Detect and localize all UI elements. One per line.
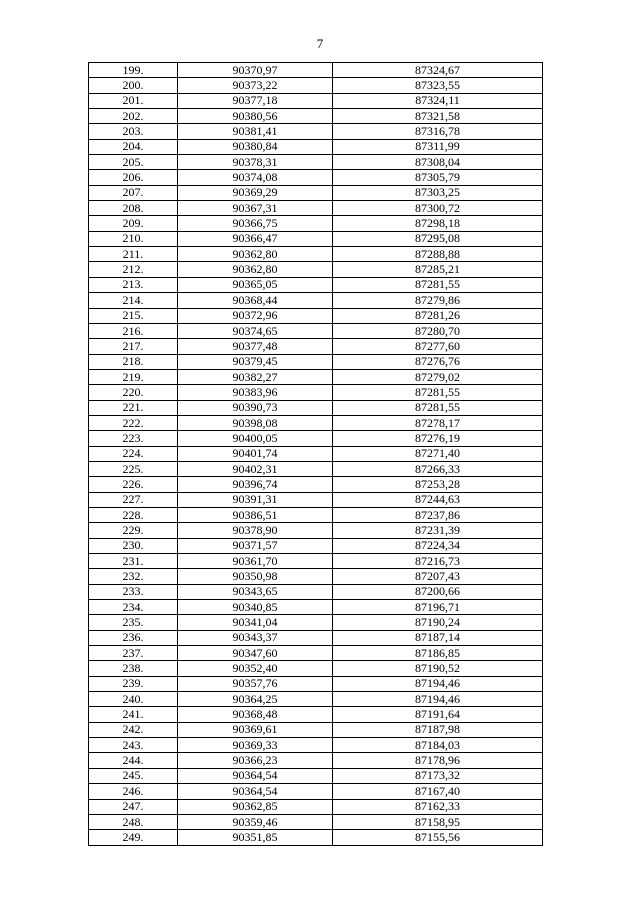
point-number-cell: 215. xyxy=(89,308,178,323)
x-coordinate-cell: 90379,45 xyxy=(178,354,333,369)
point-number-cell: 206. xyxy=(89,170,178,185)
y-coordinate-cell: 87281,55 xyxy=(333,385,543,400)
table-row xyxy=(89,615,543,630)
point-number-cell: 224. xyxy=(89,446,178,461)
x-coordinate-cell: 90381,41 xyxy=(178,124,333,139)
table-row xyxy=(89,216,543,231)
point-number-cell: 210. xyxy=(89,231,178,246)
y-coordinate-cell: 87276,19 xyxy=(333,431,543,446)
table-row xyxy=(89,339,543,354)
x-coordinate-cell: 90377,48 xyxy=(178,339,333,354)
y-coordinate-cell: 87187,14 xyxy=(333,630,543,645)
y-coordinate-cell: 87321,58 xyxy=(333,109,543,124)
point-number-cell: 218. xyxy=(89,354,178,369)
table-row xyxy=(89,600,543,615)
table-row xyxy=(89,78,543,93)
point-number-cell: 238. xyxy=(89,661,178,676)
x-coordinate-cell: 90350,98 xyxy=(178,569,333,584)
y-coordinate-cell: 87186,85 xyxy=(333,646,543,661)
y-coordinate-cell: 87244,63 xyxy=(333,492,543,507)
point-number-cell: 240. xyxy=(89,692,178,707)
table-row xyxy=(89,109,543,124)
y-coordinate-cell: 87237,86 xyxy=(333,507,543,522)
y-coordinate-cell: 87295,08 xyxy=(333,231,543,246)
table-row xyxy=(89,707,543,722)
table-row xyxy=(89,554,543,569)
point-number-cell: 235. xyxy=(89,615,178,630)
y-coordinate-cell: 87207,43 xyxy=(333,569,543,584)
x-coordinate-cell: 90374,08 xyxy=(178,170,333,185)
y-coordinate-cell: 87311,99 xyxy=(333,139,543,154)
y-coordinate-cell: 87281,55 xyxy=(333,277,543,292)
y-coordinate-cell: 87323,55 xyxy=(333,78,543,93)
point-number-cell: 244. xyxy=(89,753,178,768)
point-number-cell: 226. xyxy=(89,477,178,492)
point-number-cell: 219. xyxy=(89,369,178,384)
x-coordinate-cell: 90357,76 xyxy=(178,676,333,691)
table-row xyxy=(89,738,543,753)
x-coordinate-cell: 90370,97 xyxy=(178,63,333,78)
point-number-cell: 213. xyxy=(89,277,178,292)
table-row xyxy=(89,323,543,338)
y-coordinate-cell: 87288,88 xyxy=(333,247,543,262)
x-coordinate-cell: 90362,80 xyxy=(178,247,333,262)
y-coordinate-cell: 87196,71 xyxy=(333,600,543,615)
table-row xyxy=(89,507,543,522)
y-coordinate-cell: 87200,66 xyxy=(333,584,543,599)
table-row xyxy=(89,155,543,170)
table-row xyxy=(89,692,543,707)
table-row xyxy=(89,431,543,446)
table-row xyxy=(89,814,543,829)
y-coordinate-cell: 87190,52 xyxy=(333,661,543,676)
point-number-cell: 225. xyxy=(89,461,178,476)
table-row xyxy=(89,369,543,384)
y-coordinate-cell: 87280,70 xyxy=(333,323,543,338)
y-coordinate-cell: 87184,03 xyxy=(333,738,543,753)
y-coordinate-cell: 87278,17 xyxy=(333,415,543,430)
x-coordinate-cell: 90374,65 xyxy=(178,323,333,338)
x-coordinate-cell: 90371,57 xyxy=(178,538,333,553)
table-row xyxy=(89,492,543,507)
x-coordinate-cell: 90372,96 xyxy=(178,308,333,323)
point-number-cell: 205. xyxy=(89,155,178,170)
page-number: 7 xyxy=(316,36,324,51)
x-coordinate-cell: 90367,31 xyxy=(178,201,333,216)
point-number-cell: 209. xyxy=(89,216,178,231)
x-coordinate-cell: 90396,74 xyxy=(178,477,333,492)
y-coordinate-cell: 87155,56 xyxy=(333,830,543,845)
x-coordinate-cell: 90368,48 xyxy=(178,707,333,722)
y-coordinate-cell: 87324,67 xyxy=(333,63,543,78)
y-coordinate-cell: 87281,26 xyxy=(333,308,543,323)
point-number-cell: 237. xyxy=(89,646,178,661)
y-coordinate-cell: 87308,04 xyxy=(333,155,543,170)
y-coordinate-cell: 87276,76 xyxy=(333,354,543,369)
y-coordinate-cell: 87194,46 xyxy=(333,676,543,691)
y-coordinate-cell: 87158,95 xyxy=(333,814,543,829)
point-number-cell: 217. xyxy=(89,339,178,354)
table-row xyxy=(89,584,543,599)
coordinates-table xyxy=(88,62,543,846)
y-coordinate-cell: 87162,33 xyxy=(333,799,543,814)
table-row xyxy=(89,722,543,737)
y-coordinate-cell: 87279,86 xyxy=(333,293,543,308)
x-coordinate-cell: 90347,60 xyxy=(178,646,333,661)
point-number-cell: 233. xyxy=(89,584,178,599)
point-number-cell: 223. xyxy=(89,431,178,446)
y-coordinate-cell: 87305,79 xyxy=(333,170,543,185)
table-row xyxy=(89,538,543,553)
table-row xyxy=(89,354,543,369)
point-number-cell: 230. xyxy=(89,538,178,553)
x-coordinate-cell: 90380,56 xyxy=(178,109,333,124)
point-number-cell: 207. xyxy=(89,185,178,200)
table-row xyxy=(89,415,543,430)
x-coordinate-cell: 90378,90 xyxy=(178,523,333,538)
point-number-cell: 245. xyxy=(89,768,178,783)
x-coordinate-cell: 90352,40 xyxy=(178,661,333,676)
y-coordinate-cell: 87266,33 xyxy=(333,461,543,476)
table-row xyxy=(89,400,543,415)
x-coordinate-cell: 90369,61 xyxy=(178,722,333,737)
y-coordinate-cell: 87231,39 xyxy=(333,523,543,538)
point-number-cell: 231. xyxy=(89,554,178,569)
table-row xyxy=(89,231,543,246)
x-coordinate-cell: 90364,54 xyxy=(178,784,333,799)
y-coordinate-cell: 87277,60 xyxy=(333,339,543,354)
y-coordinate-cell: 87271,40 xyxy=(333,446,543,461)
table-row xyxy=(89,385,543,400)
x-coordinate-cell: 90362,80 xyxy=(178,262,333,277)
table-row xyxy=(89,661,543,676)
x-coordinate-cell: 90343,65 xyxy=(178,584,333,599)
point-number-cell: 232. xyxy=(89,569,178,584)
y-coordinate-cell: 87190,24 xyxy=(333,615,543,630)
table-row xyxy=(89,170,543,185)
x-coordinate-cell: 90400,05 xyxy=(178,431,333,446)
point-number-cell: 239. xyxy=(89,676,178,691)
y-coordinate-cell: 87303,25 xyxy=(333,185,543,200)
x-coordinate-cell: 90378,31 xyxy=(178,155,333,170)
x-coordinate-cell: 90369,33 xyxy=(178,738,333,753)
y-coordinate-cell: 87253,28 xyxy=(333,477,543,492)
x-coordinate-cell: 90390,73 xyxy=(178,400,333,415)
y-coordinate-cell: 87300,72 xyxy=(333,201,543,216)
y-coordinate-cell: 87191,64 xyxy=(333,707,543,722)
point-number-cell: 236. xyxy=(89,630,178,645)
y-coordinate-cell: 87224,34 xyxy=(333,538,543,553)
x-coordinate-cell: 90365,05 xyxy=(178,277,333,292)
point-number-cell: 241. xyxy=(89,707,178,722)
x-coordinate-cell: 90369,29 xyxy=(178,185,333,200)
x-coordinate-cell: 90380,84 xyxy=(178,139,333,154)
x-coordinate-cell: 90402,31 xyxy=(178,461,333,476)
table-row xyxy=(89,139,543,154)
point-number-cell: 221. xyxy=(89,400,178,415)
y-coordinate-cell: 87316,78 xyxy=(333,124,543,139)
table-row xyxy=(89,569,543,584)
table-row xyxy=(89,461,543,476)
y-coordinate-cell: 87187,98 xyxy=(333,722,543,737)
point-number-cell: 243. xyxy=(89,738,178,753)
table-row xyxy=(89,477,543,492)
x-coordinate-cell: 90368,44 xyxy=(178,293,333,308)
table-row xyxy=(89,446,543,461)
x-coordinate-cell: 90391,31 xyxy=(178,492,333,507)
point-number-cell: 208. xyxy=(89,201,178,216)
point-number-cell: 202. xyxy=(89,109,178,124)
x-coordinate-cell: 90366,75 xyxy=(178,216,333,231)
table-row xyxy=(89,124,543,139)
point-number-cell: 234. xyxy=(89,600,178,615)
table-row xyxy=(89,185,543,200)
table-row xyxy=(89,830,543,845)
y-coordinate-cell: 87194,46 xyxy=(333,692,543,707)
point-number-cell: 199. xyxy=(89,63,178,78)
table-row xyxy=(89,523,543,538)
point-number-cell: 203. xyxy=(89,124,178,139)
y-coordinate-cell: 87281,55 xyxy=(333,400,543,415)
point-number-cell: 220. xyxy=(89,385,178,400)
table-row xyxy=(89,676,543,691)
x-coordinate-cell: 90398,08 xyxy=(178,415,333,430)
table-row xyxy=(89,784,543,799)
y-coordinate-cell: 87285,21 xyxy=(333,262,543,277)
table-row xyxy=(89,293,543,308)
x-coordinate-cell: 90366,47 xyxy=(178,231,333,246)
y-coordinate-cell: 87216,73 xyxy=(333,554,543,569)
x-coordinate-cell: 90359,46 xyxy=(178,814,333,829)
point-number-cell: 246. xyxy=(89,784,178,799)
point-number-cell: 249. xyxy=(89,830,178,845)
point-number-cell: 211. xyxy=(89,247,178,262)
x-coordinate-cell: 90401,74 xyxy=(178,446,333,461)
x-coordinate-cell: 90361,70 xyxy=(178,554,333,569)
point-number-cell: 229. xyxy=(89,523,178,538)
table-row xyxy=(89,201,543,216)
x-coordinate-cell: 90382,27 xyxy=(178,369,333,384)
point-number-cell: 242. xyxy=(89,722,178,737)
x-coordinate-cell: 90366,23 xyxy=(178,753,333,768)
table-row xyxy=(89,308,543,323)
point-number-cell: 228. xyxy=(89,507,178,522)
x-coordinate-cell: 90386,51 xyxy=(178,507,333,522)
y-coordinate-cell: 87173,32 xyxy=(333,768,543,783)
table-row xyxy=(89,799,543,814)
point-number-cell: 248. xyxy=(89,814,178,829)
x-coordinate-cell: 90340,85 xyxy=(178,600,333,615)
point-number-cell: 204. xyxy=(89,139,178,154)
y-coordinate-cell: 87279,02 xyxy=(333,369,543,384)
point-number-cell: 227. xyxy=(89,492,178,507)
x-coordinate-cell: 90341,04 xyxy=(178,615,333,630)
y-coordinate-cell: 87298,18 xyxy=(333,216,543,231)
table-row xyxy=(89,262,543,277)
table-row xyxy=(89,630,543,645)
table-row xyxy=(89,768,543,783)
table-row xyxy=(89,63,543,78)
point-number-cell: 214. xyxy=(89,293,178,308)
x-coordinate-cell: 90362,85 xyxy=(178,799,333,814)
x-coordinate-cell: 90364,54 xyxy=(178,768,333,783)
table-row xyxy=(89,646,543,661)
point-number-cell: 212. xyxy=(89,262,178,277)
point-number-cell: 201. xyxy=(89,93,178,108)
x-coordinate-cell: 90383,96 xyxy=(178,385,333,400)
table-row xyxy=(89,93,543,108)
point-number-cell: 247. xyxy=(89,799,178,814)
point-number-cell: 216. xyxy=(89,323,178,338)
x-coordinate-cell: 90351,85 xyxy=(178,830,333,845)
x-coordinate-cell: 90343,37 xyxy=(178,630,333,645)
x-coordinate-cell: 90364,25 xyxy=(178,692,333,707)
table-row xyxy=(89,753,543,768)
x-coordinate-cell: 90377,18 xyxy=(178,93,333,108)
table-row xyxy=(89,277,543,292)
point-number-cell: 200. xyxy=(89,78,178,93)
y-coordinate-cell: 87324,11 xyxy=(333,93,543,108)
x-coordinate-cell: 90373,22 xyxy=(178,78,333,93)
table-row xyxy=(89,247,543,262)
y-coordinate-cell: 87178,96 xyxy=(333,753,543,768)
y-coordinate-cell: 87167,40 xyxy=(333,784,543,799)
coordinates-table-body xyxy=(89,63,543,846)
point-number-cell: 222. xyxy=(89,415,178,430)
